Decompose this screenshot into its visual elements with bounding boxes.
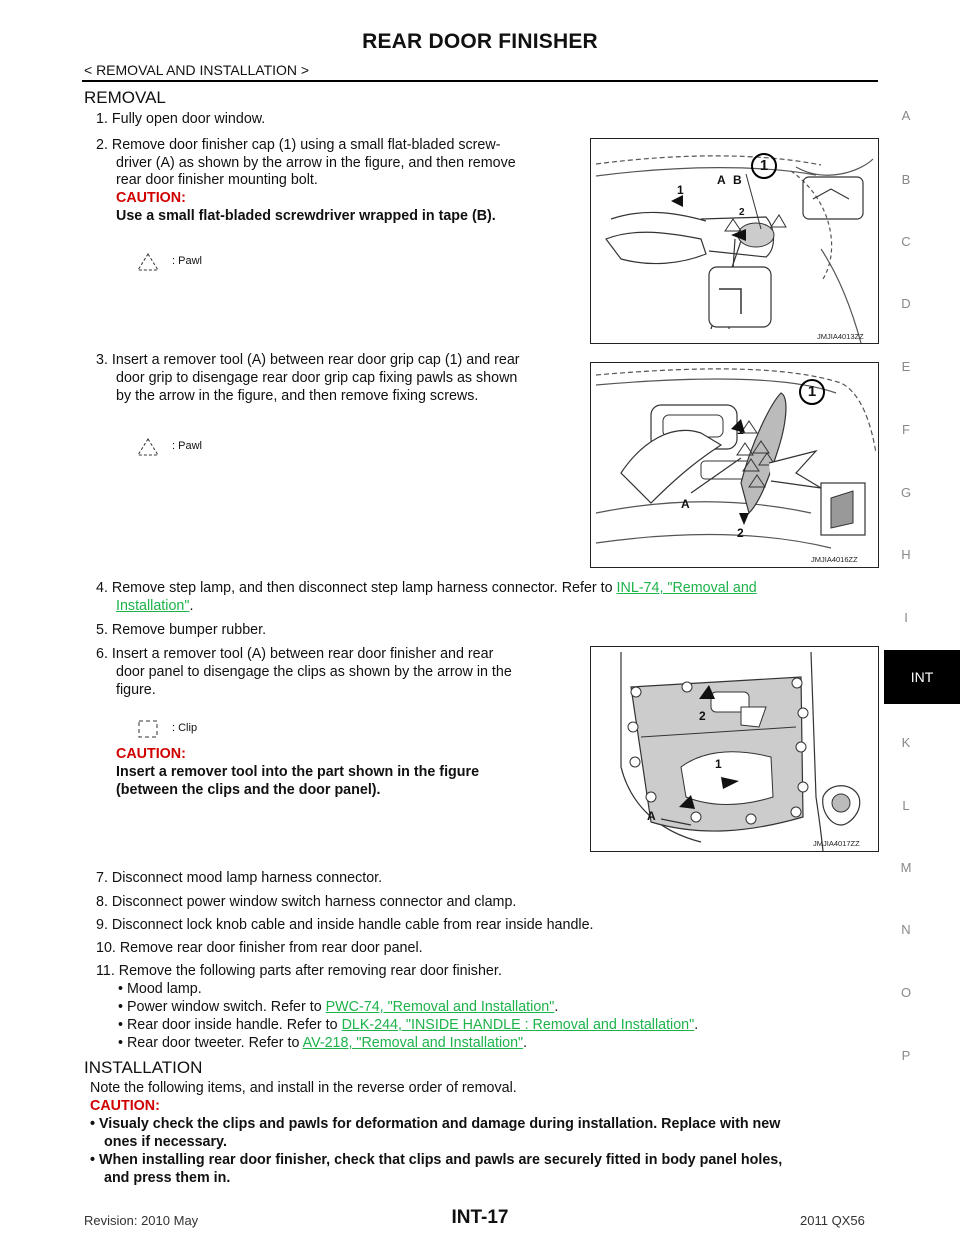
- fig1-id: JMJIA4013ZZ: [817, 332, 864, 341]
- step-8: 8. Disconnect power window switch harness connector and clamp.: [96, 894, 517, 910]
- index-l[interactable]: L: [902, 798, 910, 813]
- link-av-218[interactable]: AV-218, "Removal and Installation": [302, 1035, 524, 1051]
- index-o[interactable]: O: [900, 985, 912, 1000]
- footer-revision: Revision: 2010 May: [84, 1213, 199, 1228]
- step-5: 5. Remove bumper rubber.: [96, 622, 267, 638]
- fig2-legend: : Pawl: [172, 440, 202, 452]
- step-6-caution-line-2: (between the clips and the door panel).: [116, 782, 381, 798]
- link-inl-74-cont[interactable]: Installation": [116, 598, 190, 614]
- link-pwc-74[interactable]: PWC-74, "Removal and Installation": [325, 999, 555, 1015]
- bullet-tweeter-text: • Rear door tweeter. Refer to: [118, 1035, 303, 1051]
- fig2-label-a: A: [681, 497, 690, 511]
- step-6-caution-line-1: Insert a remover tool into the part shown in the figure: [116, 764, 480, 780]
- step-11: 11. Remove the following parts after removing rear door finisher.: [96, 963, 502, 979]
- bullet-power-window-text: • Power window switch. Refer to: [118, 999, 326, 1015]
- index-n[interactable]: N: [901, 922, 911, 937]
- index-g[interactable]: G: [900, 485, 912, 500]
- page-number: INT-17: [451, 1207, 509, 1228]
- bullet-mood-lamp: • Mood lamp.: [118, 981, 202, 997]
- step-4: [96, 580, 878, 598]
- fig3-id: JMJIA4017ZZ: [813, 839, 860, 848]
- link-dlk-244[interactable]: DLK-244, "INSIDE HANDLE : Removal and Installation": [341, 1017, 695, 1033]
- figure-door-finisher-cap: [590, 138, 879, 344]
- step-7: 7. Disconnect mood lamp harness connector.: [96, 870, 383, 886]
- bullet-inside-handle-text: • Rear door inside handle. Refer to: [118, 1017, 342, 1033]
- fig1-label-b: B: [733, 173, 742, 187]
- step-4-text: 4. Remove step lamp, and then disconnect step lamp harness connector. Refer to: [96, 580, 617, 596]
- fig1-label-a: A: [717, 173, 726, 187]
- installation-caution-1-line-1: • Visualy check the clips and pawls for deformation and damage during installation. Replace with new: [90, 1116, 781, 1132]
- step-6-line-1: 6. Insert a remover tool (A) between rear door finisher and rear: [96, 646, 494, 662]
- step-10: 10. Remove rear door finisher from rear door panel.: [96, 940, 423, 956]
- index-f[interactable]: F: [902, 422, 910, 437]
- step-4-period: .: [189, 598, 194, 614]
- index-b[interactable]: B: [901, 172, 911, 187]
- step-6-line-2: door panel to disengage the clips as shown by the arrow in the: [116, 664, 512, 680]
- step-2-line-3: rear door finisher mounting bolt.: [116, 172, 318, 188]
- installation-caution-2-line-2: and press them in.: [104, 1170, 231, 1186]
- bullet-tweeter: [118, 1035, 527, 1053]
- installation-caution-label: CAUTION:: [90, 1098, 160, 1114]
- step-2-caution-text: Use a small flat-bladed screwdriver wrapped in tape (B).: [116, 208, 496, 224]
- installation-caution-1-line-2: ones if necessary.: [104, 1134, 227, 1150]
- index-e[interactable]: E: [901, 359, 911, 374]
- page-title: REAR DOOR FINISHER: [362, 30, 598, 53]
- fig2-label-1: 1: [737, 423, 744, 437]
- fig1-label-2: 2: [739, 207, 745, 218]
- installation-note: Note the following items, and install in the reverse order of removal.: [90, 1080, 517, 1096]
- fig1-legend: : Pawl: [172, 255, 202, 267]
- step-6-caution-label: CAUTION:: [116, 746, 186, 762]
- step-9: 9. Disconnect lock knob cable and inside handle cable from rear inside handle.: [96, 917, 594, 933]
- fig2-id: JMJIA4016ZZ: [811, 555, 858, 564]
- fig1-callout-1: 1: [751, 153, 777, 179]
- index-p[interactable]: P: [901, 1048, 911, 1063]
- breadcrumb: < REMOVAL AND INSTALLATION >: [84, 62, 310, 78]
- fig3-label-2: 2: [699, 709, 706, 723]
- step-6-line-3: figure.: [116, 682, 156, 698]
- index-c[interactable]: C: [901, 234, 911, 249]
- step-3-line-3: by the arrow in the figure, and then remove fixing screws.: [116, 388, 479, 404]
- header-rule: [82, 80, 878, 82]
- footer-model: 2011 QX56: [800, 1213, 865, 1228]
- index-d[interactable]: D: [901, 296, 911, 311]
- pawl-symbol-icon: [136, 437, 160, 462]
- installation-caution-2-line-1: • When installing rear door finisher, check that clips and pawls are securely fitted in body panel holes,: [90, 1152, 783, 1168]
- step-2-caution-label: CAUTION:: [116, 190, 186, 206]
- bullet-inside-handle: [118, 1017, 698, 1035]
- step-3-line-1: 3. Insert a remover tool (A) between rear door grip cap (1) and rear: [96, 352, 520, 368]
- pawl-symbol-icon: [136, 252, 160, 277]
- fig3-label-a: A: [647, 809, 656, 823]
- step-1: 1. Fully open door window.: [96, 111, 266, 127]
- figure-door-grip-cap: [590, 362, 879, 568]
- step-3-line-2: door grip to disengage rear door grip cap fixing pawls as shown: [116, 370, 518, 386]
- index-int-tab[interactable]: INT: [884, 650, 960, 704]
- figure-door-finisher-clips: [590, 646, 879, 852]
- index-a[interactable]: A: [901, 108, 911, 123]
- step-2-line-2: driver (A) as shown by the arrow in the figure, and then remove: [116, 155, 516, 171]
- period: .: [694, 1017, 699, 1033]
- fig2-label-2: 2: [737, 526, 744, 540]
- step-4-line-2: [116, 598, 193, 616]
- period: .: [523, 1035, 528, 1051]
- fig3-label-1: 1: [715, 757, 722, 771]
- bullet-power-window: [118, 999, 558, 1017]
- index-m[interactable]: M: [900, 860, 912, 875]
- fig1-label-1: 1: [677, 183, 684, 197]
- clip-symbol-icon: [136, 718, 160, 745]
- index-k[interactable]: K: [901, 735, 911, 750]
- index-i[interactable]: I: [904, 610, 908, 625]
- installation-heading: INSTALLATION: [84, 1058, 203, 1077]
- fig3-legend: : Clip: [172, 722, 198, 734]
- link-inl-74[interactable]: INL-74, "Removal and: [616, 580, 757, 596]
- period: .: [554, 999, 559, 1015]
- index-h[interactable]: H: [901, 547, 911, 562]
- step-2-line-1: 2. Remove door finisher cap (1) using a small flat-bladed screw-: [96, 137, 501, 153]
- removal-heading: REMOVAL: [84, 88, 166, 107]
- fig2-callout-1: 1: [799, 379, 825, 405]
